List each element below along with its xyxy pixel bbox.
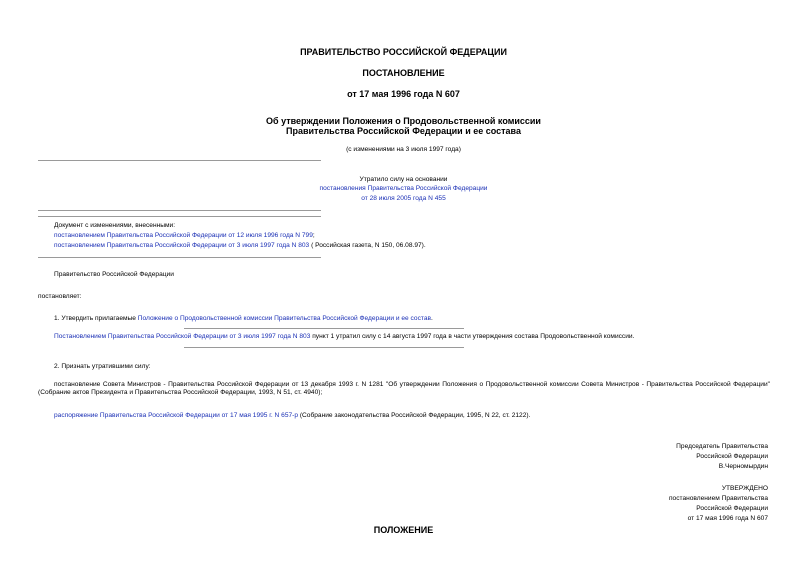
amendments-note: (с изменениями на 3 июля 1997 года) [346,146,461,153]
approved-line2: постановлением Правительства [668,495,768,502]
divider [38,257,321,258]
changes-link-799[interactable]: постановлением Правительства Российской Федерации от 12 июля 1996 года N 799 [54,232,313,239]
item-1 [54,315,433,323]
changes-item-1 [54,232,315,240]
item-2-a: постановление Совета Министров - Правительства Российской Федерации от 13 декабря 1993 г. N 1281 "Об утверждении Положения о Продовольственной комиссии Совета Министров - Правительства Российской Федерации" (Собрание актов Президента и Правительства Российской Федерации, 1993, N 51, ст. 4940); [38,381,770,396]
section-title: ПОЛОЖЕНИЕ [373,525,434,535]
signature-title: Председатель Правительства [676,443,768,450]
government-heading: ПРАВИТЕЛЬСТВО РОССИЙСКОЙ ФЕДЕРАЦИИ [300,47,507,57]
document-type: ПОСТАНОВЛЕНИЕ [362,68,445,78]
approved-line3: Российской Федерации [696,505,768,512]
body-government: Правительство Российской Федерации [54,271,174,278]
repeal-notice: Утратило силу на основании [359,176,448,183]
approved-line4: от 17 мая 1996 года N 607 [687,515,768,522]
document-date-number: от 17 мая 1996 года N 607 [347,89,460,99]
divider [184,328,464,329]
item-2-b-text: (Собрание законодательства Российской Федерации, 1995, N 22, ст. 2122). [298,412,531,419]
changes-item-2-tail: ( Российская газета, N 150, 06.08.97). [309,242,426,249]
item-1-note [54,333,634,341]
approved-label: УТВЕРЖДЕНО [721,485,768,492]
item-1-note-link[interactable]: Постановлением Правительства Российской Федерации от 3 июля 1997 года N 803 [54,333,311,340]
item-2-b [54,412,530,420]
item-1-note-text: пункт 1 утратил силу с 14 августа 1997 года в части утверждения состава Продовольственной комиссии. [310,333,635,340]
document-title-line1: Об утверждении Положения о Продовольственной комиссии [266,116,541,126]
item-1-prefix: 1. Утвердить прилагаемые [54,315,138,322]
body-decrees: постановляет: [38,293,82,300]
item-1-suffix: . [431,315,433,322]
document-title-line2: Правительства Российской Федерации и ее состава [286,126,521,136]
changes-link-803[interactable]: постановлением Правительства Российской Федерации от 3 июля 1997 года N 803 [54,242,310,249]
repeal-link-date[interactable]: от 28 июля 2005 года N 455 [361,195,446,202]
signature-name: В.Черномырдин [718,463,768,470]
changes-intro: Документ с изменениями, внесенными: [54,222,176,229]
item-1-regulation-link[interactable]: Положение о Продовольственной комиссии Правительства Российской Федерации и ее состав [137,315,431,322]
repeal-link-decree[interactable]: постановления Правительства Российской Федерации [319,185,488,192]
signature-country: Российской Федерации [696,453,768,460]
changes-item-2 [54,242,426,250]
changes-item-1-tail: ; [312,232,315,239]
divider [38,216,321,217]
divider [184,347,464,348]
item-2: 2. Признать утратившими силу: [54,363,151,370]
item-2-b-link[interactable]: распоряжение Правительства Российской Федерации от 17 мая 1995 г. N 657-р [54,412,299,419]
divider [38,210,321,211]
divider [38,160,321,161]
